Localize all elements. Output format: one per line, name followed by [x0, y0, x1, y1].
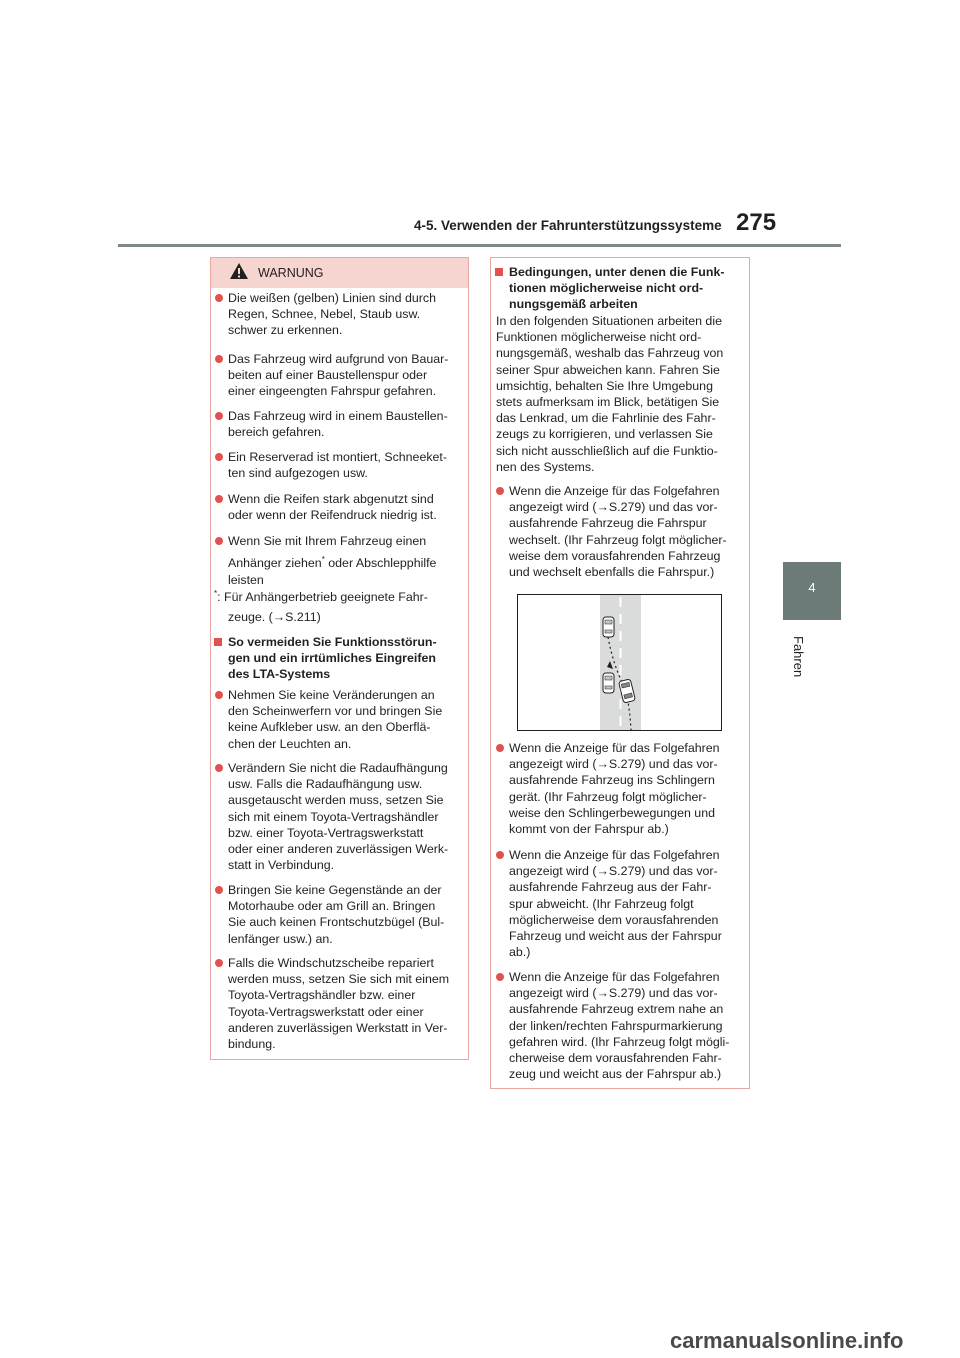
watermark: carmanualsonline.info	[670, 1328, 904, 1353]
warning-item: Das Fahrzeug wird in einem Baustellen- bereich gefahren.	[228, 409, 448, 440]
car-icon	[603, 617, 614, 637]
bullet-icon	[215, 959, 223, 967]
square-bullet-icon	[214, 638, 222, 646]
conditions-intro: In den folgenden Situationen arbeiten die Funktionen möglicherweise nicht ord- nungsgemäß, weshalb das Fahrzeug von seiner Spur abweichen kann. Fahren Sie umsichtig, behalten Sie Ihre Umgebung stets aufmerksam im Blick, betätigen Sie das Lenkrad, um die Fahrlinie des Fahr- zeugs zu korrigieren, und verlassen Sie sich nicht ausschließlich auf die Funktio- nen des Systems.	[496, 314, 724, 474]
car-icon	[603, 673, 614, 693]
bullet-icon	[215, 764, 223, 772]
footnote: *: Für Anhängerbetrieb geeignete Fahr- zeuge. (→S.211)	[214, 589, 428, 625]
section-heading: So vermeiden Sie Funktionsstörun- gen und ein irrtümliches Eingreifen des LTA-Systems	[228, 635, 437, 682]
bullet-icon	[215, 886, 223, 894]
section-item: Falls die Windschutzscheibe repariert werden muss, setzen Sie sich mit einem Toyota-Vertragshändler bzw. einer Toyota-Vertragswerkstatt oder einer anderen zuverlässigen Werkstatt in Ver- bindung.	[228, 956, 450, 1052]
condition-item: Wenn die Anzeige für das Folgefahren angezeigt wird (→S.279) und das vor- ausfahrende Fahrzeug aus der Fahr- spur abweicht. (Ihr Fahrzeug folgt möglicherweise dem vorausfahrenden Fahrzeug und weicht aus der Fahrspur ab.)	[509, 848, 722, 960]
condition-item: Wenn die Anzeige für das Folgefahren angezeigt wird (→S.279) und das vor- ausfahrende Fahrzeug ins Schlingern gerät. (Ihr Fahrzeug folgt möglicher- weise den Schlingerbewegungen und kommt von der Fahrspur ab.)	[509, 741, 720, 837]
lane-change-illustration	[517, 594, 722, 731]
bullet-icon	[496, 973, 504, 981]
page-number: 275	[736, 209, 777, 236]
square-bullet-icon	[495, 268, 503, 276]
chapter-number: 4	[808, 580, 816, 595]
section-title: 4-5. Verwenden der Fahrunterstützungssysteme	[414, 218, 722, 233]
warning-header	[211, 258, 468, 288]
warning-title: WARNUNG	[258, 266, 324, 280]
condition-item: Wenn die Anzeige für das Folgefahren angezeigt wird (→S.279) und das vor- ausfahrende Fahrzeug die Fahrspur wechselt. (Ihr Fahrzeug folgt möglicher- weise dem vorausfahrenden Fahrzeug und wechselt ebenfalls die Fahrspur.)	[509, 484, 727, 580]
section-item: Verändern Sie nicht die Radaufhängung usw. Falls die Radaufhängung usw. ausgetauscht werden muss, setzen Sie sich mit einem Toyota-Vertragshändler bzw. einer Toyota-Vertragswerkstatt oder einer anderen zuverlässigen Werk- statt in Verbindung.	[228, 761, 449, 873]
warning-item: Das Fahrzeug wird aufgrund von Bauar- beiten auf einer Baustellenspur oder einer eingeengten Fahrspur gefahren.	[228, 352, 449, 399]
bullet-icon	[215, 355, 223, 363]
bullet-icon	[215, 495, 223, 503]
chapter-label: Fahren	[791, 636, 806, 678]
bullet-icon	[215, 691, 223, 699]
road-diagram	[518, 595, 721, 730]
section-item: Nehmen Sie keine Veränderungen an den Scheinwerfern vor und bringen Sie keine Aufkleber usw. an den Oberflä- chen der Leuchten an.	[228, 688, 443, 751]
condition-item: Wenn die Anzeige für das Folgefahren angezeigt wird (→S.279) und das vor- ausfahrende Fahrzeug extrem nahe an der linken/rechten Fahrspurmarkierung gefahren wird. (Ihr Fahrzeug folgt mögli- cherweise dem vorausfahrenden Fahr- zeug und weicht aus der Fahrspur ab.)	[509, 970, 730, 1082]
bullet-icon	[215, 294, 223, 302]
chapter-tab	[783, 562, 841, 620]
section-item: Bringen Sie keine Gegenstände an der Motorhaube oder am Grill an. Bringen Sie auch keinen Frontschutzbügel (Bul- lenfänger usw.) an.	[228, 883, 445, 946]
warning-item: Die weißen (gelben) Linien sind durch Regen, Schnee, Nebel, Staub usw. schwer zu erkennen.	[228, 291, 437, 338]
bullet-icon	[215, 537, 223, 545]
warning-item: Ein Reserverad ist montiert, Schneeket- ten sind aufgezogen usw.	[228, 450, 447, 481]
bullet-icon	[496, 744, 504, 752]
bullet-icon	[215, 412, 223, 420]
bullet-icon	[496, 487, 504, 495]
header-rule	[118, 244, 841, 247]
warning-item: Wenn Sie mit Ihrem Fahrzeug einen Anhänger ziehen* oder Abschlepphilfe leisten	[228, 534, 437, 587]
conditions-heading: Bedingungen, unter denen die Funk- tionen möglicherweise nicht ord- nungsgemäß arbeiten	[509, 265, 725, 312]
warning-icon	[229, 262, 249, 280]
bullet-icon	[496, 851, 504, 859]
warning-item: Wenn die Reifen stark abgenutzt sind oder wenn der Reifendruck niedrig ist.	[228, 492, 437, 523]
bullet-icon	[215, 453, 223, 461]
